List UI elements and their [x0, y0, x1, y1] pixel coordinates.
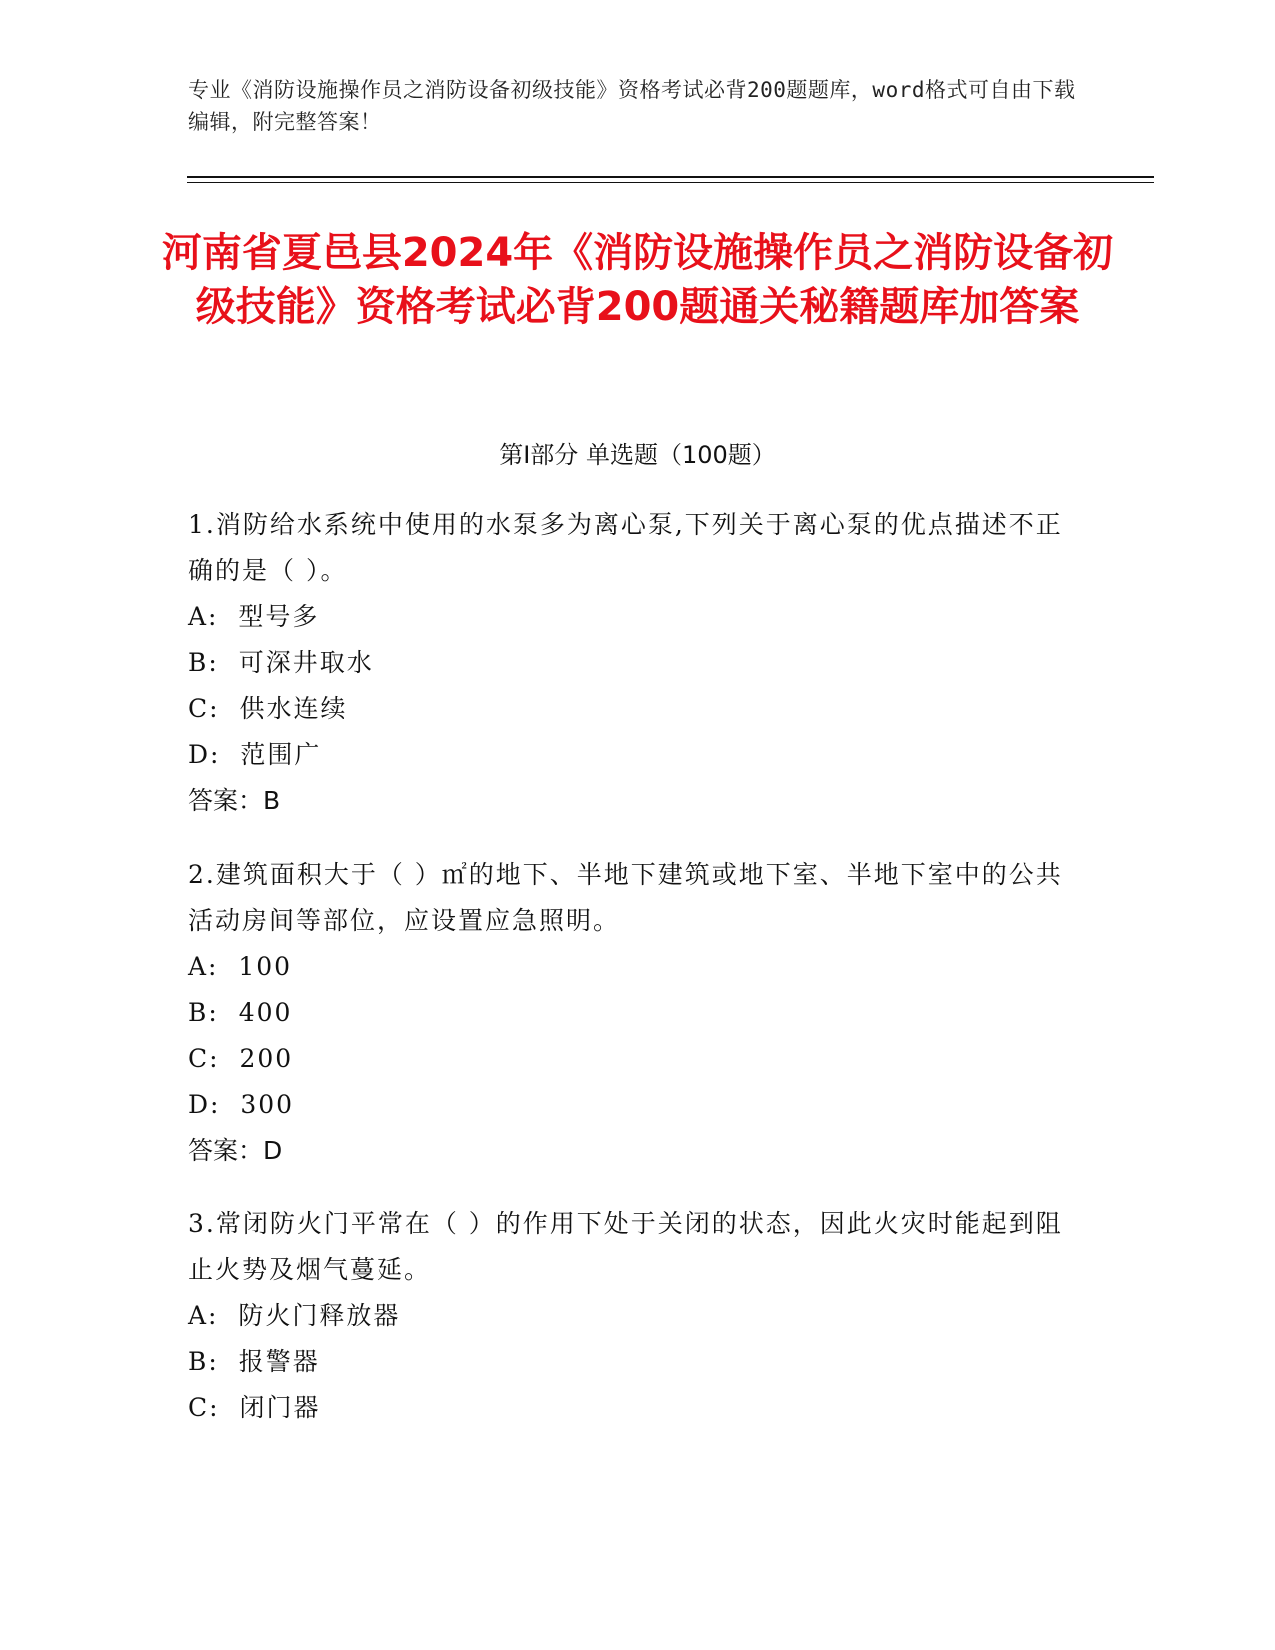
document-title: 河南省夏邑县2024年《消防设施操作员之消防设备初级技能》资格考试必背200题通关秘籍题库加答案 [161, 230, 1114, 330]
question-stem: 3.常闭防火门平常在（ ）的作用下处于关闭的状态，因此火灾时能起到阻止火势及烟气蔓延。 [188, 1209, 1063, 1284]
header-note: 专业《消防设施操作员之消防设备初级技能》资格考试必背200题题库，word格式可自由下载编辑，附完整答案！ [188, 78, 1076, 134]
option-c: C: 供水连续 [188, 694, 348, 723]
header-rule-thick [187, 176, 1154, 178]
question-3 [188, 1201, 1088, 1431]
option-b: B: 报警器 [188, 1347, 320, 1376]
option-d: D: 300 [188, 1090, 295, 1119]
option-a: A: 型号多 [188, 602, 320, 631]
section-heading: 第Ⅰ部分 单选题（100题） [499, 441, 776, 469]
question-stem: 1.消防给水系统中使用的水泵多为离心泵,下列关于离心泵的优点描述不正确的是（ ）。 [188, 510, 1063, 585]
question-stem: 2.建筑面积大于（ ）㎡的地下、半地下建筑或地下室、半地下室中的公共活动房间等部位，应设置应急照明。 [188, 860, 1063, 935]
answer: 答案：B [188, 786, 281, 815]
question-2 [188, 852, 1088, 1174]
option-b: B: 可深井取水 [188, 648, 374, 677]
option-c: C: 200 [188, 1044, 294, 1073]
answer: 答案：D [188, 1136, 283, 1165]
header-rule-thin [187, 182, 1154, 183]
question-1 [188, 502, 1088, 824]
option-a: A: 100 [188, 952, 293, 981]
option-b: B: 400 [188, 998, 293, 1027]
option-c: C: 闭门器 [188, 1393, 321, 1422]
option-a: A: 防火门释放器 [188, 1301, 401, 1330]
option-d: D: 范围广 [188, 740, 322, 769]
